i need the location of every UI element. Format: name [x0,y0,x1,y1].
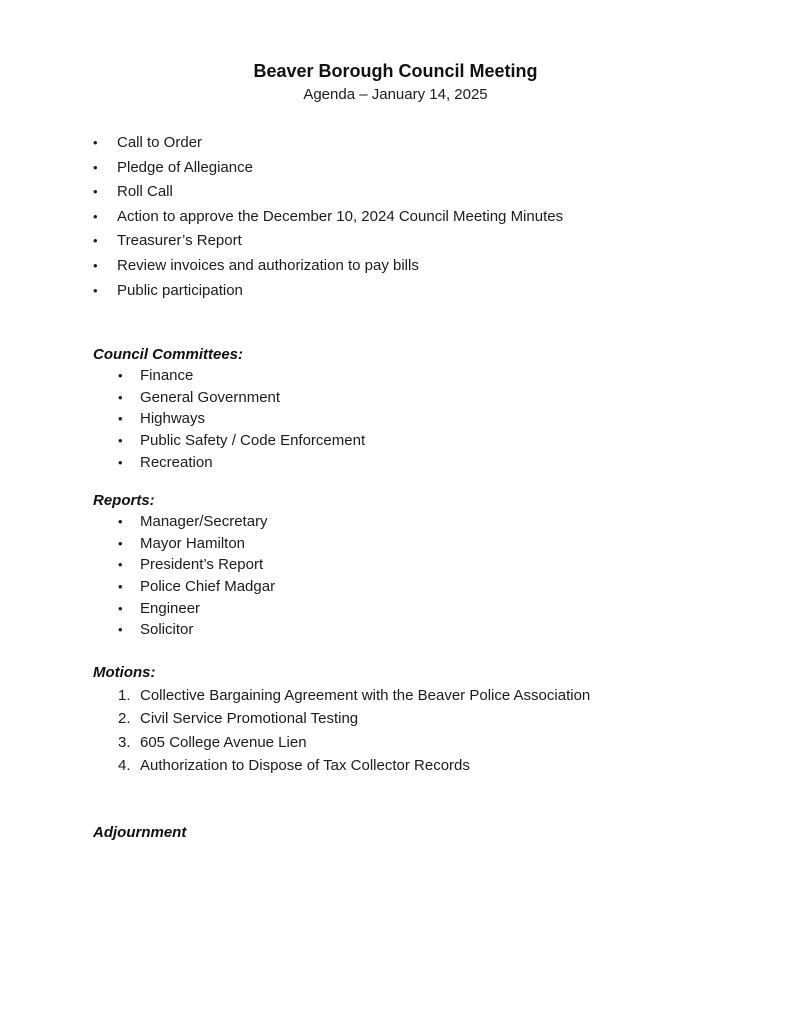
agenda-item [93,254,791,279]
bullet-icon: • [93,184,98,200]
report-item [118,511,791,533]
report-item-label: Manager/Secretary [140,513,268,531]
motions-section-heading: Motions: [93,663,156,681]
bullet-icon: • [93,282,98,298]
report-item [118,533,791,555]
reports-list [118,511,791,641]
motion-item-number: 2. [118,710,131,728]
motion-item-label: 605 College Avenue Lien [140,733,307,751]
committee-item-label: Recreation [140,453,213,471]
bullet-icon: • [93,208,98,224]
bullet-icon: • [93,233,98,249]
committee-item [118,430,791,452]
agenda-item-label: Action to approve the December 10, 2024 Council Meeting Minutes [117,207,564,225]
committee-item [118,365,791,387]
committees-list [118,365,791,473]
bullet-icon: • [118,514,123,530]
motion-item-number: 4. [118,756,131,774]
committee-item [118,387,791,409]
committees-section-heading: Council Committees: [93,346,244,364]
committee-item-label: Highways [140,410,206,428]
motion-item-number: 3. [118,733,131,751]
agenda-item [93,156,791,181]
report-item [118,554,791,576]
motion-item-label: Collective Bargaining Agreement with the Beaver Police Association [140,686,591,704]
agenda-item-list [93,131,791,303]
bullet-icon: • [93,159,98,175]
agenda-item [93,180,791,205]
document-subtitle: Agenda – January 14, 2025 [303,86,488,103]
bullet-icon: • [93,257,98,273]
committee-item-label: Finance [140,367,194,385]
report-item-label: Solicitor [140,621,194,639]
agenda-item-label: Pledge of Allegiance [117,158,253,176]
motion-item [118,754,791,777]
bullet-icon: • [118,600,123,616]
committee-item [118,452,791,474]
motion-item-label: Authorization to Dispose of Tax Collector Records [140,756,470,774]
agenda-item-label: Treasurer’s Report [117,232,242,250]
agenda-item [93,229,791,254]
motion-item [118,707,791,730]
motion-item-number: 1. [118,686,131,704]
motion-item [118,684,791,707]
bullet-icon: • [118,535,123,551]
report-item [118,598,791,620]
agenda-item-label: Call to Order [117,134,203,151]
reports-section-heading: Reports: [93,492,155,510]
bullet-icon: • [93,135,98,150]
document-title: Beaver Borough Council Meeting [253,61,538,81]
motion-item-label: Civil Service Promotional Testing [140,710,359,728]
committee-item-label: Public Safety / Code Enforcement [140,431,366,449]
report-item [118,619,791,641]
report-item-label: Police Chief Madgar [140,577,276,595]
agenda-item-label: Public participation [117,281,243,299]
committee-item-label: General Government [140,388,281,406]
agenda-item-label: Roll Call [117,183,173,201]
report-item-label: Mayor Hamilton [140,534,246,552]
agenda-item [93,279,791,304]
agenda-item [93,205,791,230]
bullet-icon: • [118,578,123,594]
motion-item [118,731,791,754]
bullet-icon: • [118,411,123,427]
bullet-icon: • [118,432,123,448]
agenda-item-label: Review invoices and authorization to pay bills [117,256,419,274]
bullet-icon: • [118,557,123,573]
committee-item [118,408,791,430]
agenda-item [93,131,791,156]
adjournment-heading: Adjournment [93,824,187,842]
bullet-icon: • [118,454,123,470]
report-item-label: Engineer [140,599,201,617]
report-item-label: President’s Report [140,556,264,574]
bullet-icon: • [118,368,123,384]
report-item [118,576,791,598]
bullet-icon: • [118,622,123,638]
bullet-icon: • [118,389,123,405]
motions-list [118,684,791,778]
